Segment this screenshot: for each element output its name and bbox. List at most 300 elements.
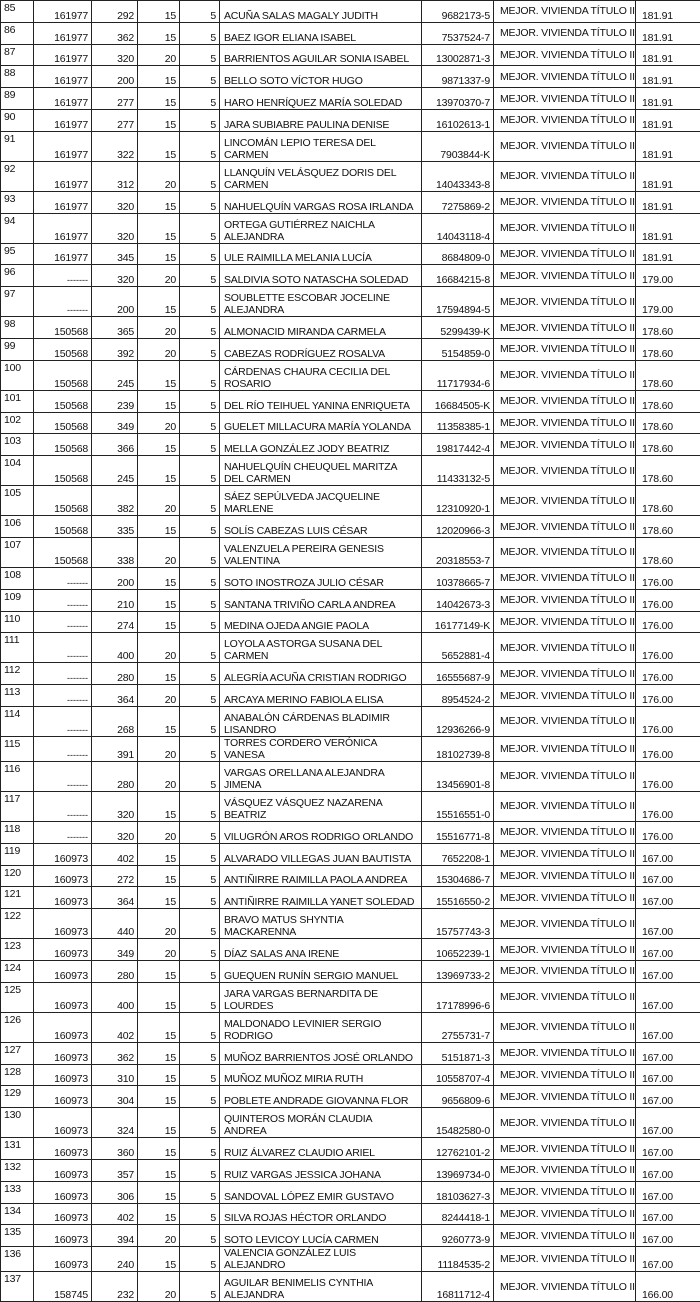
name-cell: CABEZAS RODRÍGUEZ ROSALVA (220, 338, 422, 360)
program-type-cell: MEJOR. VIVIENDA TÍTULO II (494, 109, 636, 131)
rut-cell: 8954524-2 (422, 685, 494, 707)
value-b-cell: 15 (138, 1247, 180, 1272)
rut-cell: 15304686-7 (422, 865, 494, 887)
code-cell: 161977 (34, 1, 92, 23)
name-cell: DEL RÍO TEIHUEL YANINA ENRIQUETA (220, 390, 422, 412)
value-b-cell: 15 (138, 213, 180, 243)
value-c-cell: 5 (180, 537, 220, 567)
value-a-cell: 402 (92, 843, 138, 865)
program-type-cell: MEJOR. VIVIENDA TÍTULO II (494, 317, 636, 339)
row-number-cell: 122 (1, 909, 34, 939)
score-cell: 167.00 (636, 1247, 700, 1272)
table-row (1, 1138, 700, 1160)
score-cell: 181.91 (636, 1, 700, 23)
table-row (1, 22, 700, 44)
program-type-cell: MEJOR. VIVIENDA TÍTULO II (494, 909, 636, 939)
row-number-cell: 103 (1, 434, 34, 456)
row-number-cell: 135 (1, 1225, 34, 1247)
program-type-cell: MEJOR. VIVIENDA TÍTULO II (494, 1108, 636, 1138)
score-cell: 176.00 (636, 611, 700, 633)
rut-cell: 12020966-3 (422, 516, 494, 538)
value-a-cell: 306 (92, 1181, 138, 1203)
name-cell: VÁSQUEZ VÁSQUEZ NAZARENA BEATRIZ (220, 791, 422, 821)
score-cell: 178.60 (636, 434, 700, 456)
score-cell: 181.91 (636, 109, 700, 131)
code-cell: 161977 (34, 22, 92, 44)
rut-cell: 10378665-7 (422, 567, 494, 589)
value-c-cell: 5 (180, 1042, 220, 1064)
row-number-cell: 115 (1, 736, 34, 761)
code-cell: 150568 (34, 456, 92, 486)
table-row (1, 865, 700, 887)
value-b-cell: 15 (138, 1012, 180, 1042)
score-cell: 167.00 (636, 1108, 700, 1138)
value-b-cell: 15 (138, 1108, 180, 1138)
score-cell: 181.91 (636, 243, 700, 265)
name-cell: GUELET MILLACURA MARÍA YOLANDA (220, 412, 422, 434)
name-cell: VARGAS ORELLANA ALEJANDRA JIMENA (220, 761, 422, 791)
row-number-cell: 107 (1, 537, 34, 567)
name-cell: BRAVO MATUS SHYNTIA MACKARENNA (220, 909, 422, 939)
code-cell: ------- (34, 663, 92, 685)
row-number-cell: 110 (1, 611, 34, 633)
program-type-cell: MEJOR. VIVIENDA TÍTULO II (494, 486, 636, 516)
table-row (1, 1108, 700, 1138)
table-body (1, 1, 700, 1302)
code-cell: 160973 (34, 1159, 92, 1181)
name-cell: SOUBLETTE ESCOBAR JOCELINE ALEJANDRA (220, 287, 422, 317)
code-cell: 160973 (34, 909, 92, 939)
table-row (1, 1225, 700, 1247)
value-b-cell: 20 (138, 633, 180, 663)
code-cell: 150568 (34, 412, 92, 434)
value-b-cell: 15 (138, 1064, 180, 1086)
row-number-cell: 136 (1, 1247, 34, 1272)
value-b-cell: 15 (138, 791, 180, 821)
code-cell: 160973 (34, 843, 92, 865)
rut-cell: 11358385-1 (422, 412, 494, 434)
value-a-cell: 364 (92, 887, 138, 909)
score-cell: 178.60 (636, 537, 700, 567)
value-b-cell: 20 (138, 338, 180, 360)
value-b-cell: 15 (138, 663, 180, 685)
value-c-cell: 5 (180, 213, 220, 243)
program-type-cell: MEJOR. VIVIENDA TÍTULO II (494, 736, 636, 761)
code-cell: 161977 (34, 44, 92, 66)
name-cell: ANTIÑIRRE RAIMILLA PAOLA ANDREA (220, 865, 422, 887)
value-b-cell: 20 (138, 685, 180, 707)
score-cell: 181.91 (636, 161, 700, 191)
value-b-cell: 15 (138, 887, 180, 909)
row-number-cell: 123 (1, 939, 34, 961)
rut-cell: 13002871-3 (422, 44, 494, 66)
value-c-cell: 5 (180, 589, 220, 611)
table-row (1, 338, 700, 360)
value-c-cell: 5 (180, 1225, 220, 1247)
table-row (1, 1159, 700, 1181)
table-row (1, 909, 700, 939)
rut-cell: 5652881-4 (422, 633, 494, 663)
value-a-cell: 345 (92, 243, 138, 265)
program-type-cell: MEJOR. VIVIENDA TÍTULO II (494, 88, 636, 110)
value-a-cell: 338 (92, 537, 138, 567)
score-cell: 181.91 (636, 131, 700, 161)
code-cell: 150568 (34, 390, 92, 412)
value-c-cell: 5 (180, 1012, 220, 1042)
code-cell: 160973 (34, 939, 92, 961)
score-cell: 178.60 (636, 412, 700, 434)
table-row (1, 456, 700, 486)
score-cell: 167.00 (636, 1138, 700, 1160)
program-type-cell: MEJOR. VIVIENDA TÍTULO II (494, 982, 636, 1012)
value-b-cell: 15 (138, 109, 180, 131)
rut-cell: 8684809-0 (422, 243, 494, 265)
row-number-cell: 127 (1, 1042, 34, 1064)
name-cell: QUINTEROS MORÁN CLAUDIA ANDREA (220, 1108, 422, 1138)
value-b-cell: 15 (138, 22, 180, 44)
value-c-cell: 5 (180, 1138, 220, 1160)
table-row (1, 88, 700, 110)
name-cell: ALEGRÍA ACUÑA CRISTIAN RODRIGO (220, 663, 422, 685)
value-a-cell: 366 (92, 434, 138, 456)
code-cell: 150568 (34, 537, 92, 567)
row-number-cell: 116 (1, 761, 34, 791)
name-cell: CÁRDENAS CHAURA CECILIA DEL ROSARIO (220, 360, 422, 390)
value-c-cell: 5 (180, 161, 220, 191)
rut-cell: 16811712-4 (422, 1272, 494, 1302)
value-b-cell: 20 (138, 537, 180, 567)
value-b-cell: 15 (138, 390, 180, 412)
value-c-cell: 5 (180, 791, 220, 821)
name-cell: BELLO SOTO VÍCTOR HUGO (220, 66, 422, 88)
value-c-cell: 5 (180, 663, 220, 685)
value-b-cell: 15 (138, 706, 180, 736)
program-type-cell: MEJOR. VIVIENDA TÍTULO II (494, 1042, 636, 1064)
rut-cell: 13969734-0 (422, 1159, 494, 1181)
value-a-cell: 320 (92, 44, 138, 66)
value-c-cell: 5 (180, 131, 220, 161)
name-cell: BAEZ IGOR ELIANA ISABEL (220, 22, 422, 44)
score-cell: 179.00 (636, 287, 700, 317)
rut-cell: 17178996-6 (422, 982, 494, 1012)
value-b-cell: 15 (138, 1159, 180, 1181)
code-cell: 160973 (34, 1086, 92, 1108)
code-cell: ------- (34, 736, 92, 761)
rut-cell: 15516771-8 (422, 821, 494, 843)
value-b-cell: 15 (138, 611, 180, 633)
program-type-cell: MEJOR. VIVIENDA TÍTULO II (494, 706, 636, 736)
value-a-cell: 365 (92, 317, 138, 339)
rut-cell: 8244418-1 (422, 1203, 494, 1225)
score-cell: 176.00 (636, 736, 700, 761)
table-row (1, 44, 700, 66)
program-type-cell: MEJOR. VIVIENDA TÍTULO II (494, 243, 636, 265)
row-number-cell: 111 (1, 633, 34, 663)
program-type-cell: MEJOR. VIVIENDA TÍTULO II (494, 1247, 636, 1272)
rut-cell: 14043343-8 (422, 161, 494, 191)
rut-cell: 7537524-7 (422, 22, 494, 44)
code-cell: ------- (34, 589, 92, 611)
score-cell: 167.00 (636, 960, 700, 982)
value-c-cell: 5 (180, 516, 220, 538)
value-a-cell: 440 (92, 909, 138, 939)
value-c-cell: 5 (180, 22, 220, 44)
value-a-cell: 402 (92, 1203, 138, 1225)
program-type-cell: MEJOR. VIVIENDA TÍTULO II (494, 360, 636, 390)
table-row (1, 537, 700, 567)
value-a-cell: 392 (92, 338, 138, 360)
score-cell: 176.00 (636, 567, 700, 589)
row-number-cell: 92 (1, 161, 34, 191)
code-cell: ------- (34, 761, 92, 791)
value-a-cell: 280 (92, 761, 138, 791)
value-c-cell: 5 (180, 1, 220, 23)
rut-cell: 13456901-8 (422, 761, 494, 791)
value-a-cell: 268 (92, 706, 138, 736)
table-row (1, 1064, 700, 1086)
table-row (1, 736, 700, 761)
code-cell: 160973 (34, 865, 92, 887)
value-a-cell: 322 (92, 131, 138, 161)
table-row (1, 685, 700, 707)
value-a-cell: 277 (92, 88, 138, 110)
table-row (1, 1181, 700, 1203)
code-cell: 160973 (34, 1203, 92, 1225)
row-number-cell: 91 (1, 131, 34, 161)
table-row (1, 191, 700, 213)
value-a-cell: 277 (92, 109, 138, 131)
score-cell: 167.00 (636, 887, 700, 909)
value-a-cell: 335 (92, 516, 138, 538)
value-c-cell: 5 (180, 390, 220, 412)
value-c-cell: 5 (180, 960, 220, 982)
code-cell: 160973 (34, 982, 92, 1012)
score-cell: 181.91 (636, 22, 700, 44)
program-type-cell: MEJOR. VIVIENDA TÍTULO II (494, 939, 636, 961)
table-row (1, 663, 700, 685)
name-cell: SÁEZ SEPÚLVEDA JACQUELINE MARLENE (220, 486, 422, 516)
value-a-cell: 310 (92, 1064, 138, 1086)
row-number-cell: 89 (1, 88, 34, 110)
code-cell: 158745 (34, 1272, 92, 1302)
value-b-cell: 15 (138, 434, 180, 456)
name-cell: ANTIÑIRRE RAIMILLA YANET SOLEDAD (220, 887, 422, 909)
table-row (1, 1012, 700, 1042)
name-cell: MEDINA OJEDA ANGIE PAOLA (220, 611, 422, 633)
table-row (1, 360, 700, 390)
code-cell: 161977 (34, 109, 92, 131)
table-row (1, 1042, 700, 1064)
code-cell: 160973 (34, 1064, 92, 1086)
value-a-cell: 240 (92, 1247, 138, 1272)
program-type-cell: MEJOR. VIVIENDA TÍTULO II (494, 887, 636, 909)
value-c-cell: 5 (180, 909, 220, 939)
value-b-cell: 20 (138, 44, 180, 66)
name-cell: RUIZ ÁLVAREZ CLAUDIO ARIEL (220, 1138, 422, 1160)
rut-cell: 2755731-7 (422, 1012, 494, 1042)
value-b-cell: 15 (138, 88, 180, 110)
name-cell: LOYOLA ASTORGA SUSANA DEL CARMEN (220, 633, 422, 663)
program-type-cell: MEJOR. VIVIENDA TÍTULO II (494, 434, 636, 456)
value-a-cell: 320 (92, 791, 138, 821)
value-a-cell: 292 (92, 1, 138, 23)
rut-cell: 15757743-3 (422, 909, 494, 939)
program-type-cell: MEJOR. VIVIENDA TÍTULO II (494, 1086, 636, 1108)
row-number-cell: 133 (1, 1181, 34, 1203)
table-row (1, 939, 700, 961)
code-cell: 161977 (34, 131, 92, 161)
score-cell: 167.00 (636, 982, 700, 1012)
value-a-cell: 280 (92, 960, 138, 982)
score-cell: 167.00 (636, 865, 700, 887)
name-cell: ULE RAIMILLA MELANIA LUCÍA (220, 243, 422, 265)
rut-cell: 20318553-7 (422, 537, 494, 567)
rut-cell: 13970370-7 (422, 88, 494, 110)
code-cell: ------- (34, 287, 92, 317)
program-type-cell: MEJOR. VIVIENDA TÍTULO II (494, 1012, 636, 1042)
value-c-cell: 5 (180, 1086, 220, 1108)
row-number-cell: 124 (1, 960, 34, 982)
value-c-cell: 5 (180, 1272, 220, 1302)
code-cell: ------- (34, 611, 92, 633)
row-number-cell: 117 (1, 791, 34, 821)
row-number-cell: 98 (1, 317, 34, 339)
program-type-cell: MEJOR. VIVIENDA TÍTULO II (494, 390, 636, 412)
table-row (1, 633, 700, 663)
value-a-cell: 245 (92, 360, 138, 390)
name-cell: ALVARADO VILLEGAS JUAN BAUTISTA (220, 843, 422, 865)
value-c-cell: 5 (180, 360, 220, 390)
value-b-cell: 20 (138, 1272, 180, 1302)
table-row (1, 1272, 700, 1302)
program-type-cell: MEJOR. VIVIENDA TÍTULO II (494, 633, 636, 663)
program-type-cell: MEJOR. VIVIENDA TÍTULO II (494, 589, 636, 611)
code-cell: 161977 (34, 213, 92, 243)
score-cell: 167.00 (636, 1225, 700, 1247)
score-cell: 167.00 (636, 939, 700, 961)
name-cell: ANABALÓN CÁRDENAS BLADIMIR LISANDRO (220, 706, 422, 736)
rut-cell: 17594894-5 (422, 287, 494, 317)
score-cell: 176.00 (636, 663, 700, 685)
value-c-cell: 5 (180, 1159, 220, 1181)
rut-cell: 15516550-2 (422, 887, 494, 909)
code-cell: 150568 (34, 317, 92, 339)
row-number-cell: 128 (1, 1064, 34, 1086)
value-c-cell: 5 (180, 1203, 220, 1225)
score-cell: 181.91 (636, 88, 700, 110)
name-cell: MALDONADO LEVINIER SERGIO RODRIGO (220, 1012, 422, 1042)
program-type-cell: MEJOR. VIVIENDA TÍTULO II (494, 821, 636, 843)
rut-cell: 7652208-1 (422, 843, 494, 865)
name-cell: HARO HENRÍQUEZ MARÍA SOLEDAD (220, 88, 422, 110)
value-c-cell: 5 (180, 633, 220, 663)
score-cell: 178.60 (636, 516, 700, 538)
row-number-cell: 97 (1, 287, 34, 317)
code-cell: 161977 (34, 161, 92, 191)
value-a-cell: 320 (92, 213, 138, 243)
value-c-cell: 5 (180, 486, 220, 516)
score-cell: 178.60 (636, 390, 700, 412)
score-cell: 176.00 (636, 791, 700, 821)
value-c-cell: 5 (180, 865, 220, 887)
name-cell: MUÑOZ BARRIENTOS JOSÉ ORLANDO (220, 1042, 422, 1064)
value-a-cell: 324 (92, 1108, 138, 1138)
value-c-cell: 5 (180, 1064, 220, 1086)
program-type-cell: MEJOR. VIVIENDA TÍTULO II (494, 1064, 636, 1086)
rut-cell: 16102613-1 (422, 109, 494, 131)
code-cell: ------- (34, 821, 92, 843)
value-b-cell: 20 (138, 161, 180, 191)
value-b-cell: 15 (138, 1042, 180, 1064)
table-row (1, 317, 700, 339)
value-b-cell: 20 (138, 939, 180, 961)
value-b-cell: 15 (138, 287, 180, 317)
value-a-cell: 280 (92, 663, 138, 685)
value-b-cell: 20 (138, 412, 180, 434)
score-cell: 167.00 (636, 1181, 700, 1203)
name-cell: VILUGRÓN AROS RODRIGO ORLANDO (220, 821, 422, 843)
table-row (1, 761, 700, 791)
table-row (1, 265, 700, 287)
value-a-cell: 402 (92, 1012, 138, 1042)
name-cell: LLANQUÍN VELÁSQUEZ DORIS DEL CARMEN (220, 161, 422, 191)
rut-cell: 11433132-5 (422, 456, 494, 486)
table-row (1, 287, 700, 317)
program-type-cell: MEJOR. VIVIENDA TÍTULO II (494, 843, 636, 865)
row-number-cell: 132 (1, 1159, 34, 1181)
program-type-cell: MEJOR. VIVIENDA TÍTULO II (494, 761, 636, 791)
row-number-cell: 94 (1, 213, 34, 243)
name-cell: DÍAZ SALAS ANA IRENE (220, 939, 422, 961)
row-number-cell: 130 (1, 1108, 34, 1138)
value-c-cell: 5 (180, 265, 220, 287)
rut-cell: 11717934-6 (422, 360, 494, 390)
code-cell: 150568 (34, 360, 92, 390)
value-c-cell: 5 (180, 761, 220, 791)
program-type-cell: MEJOR. VIVIENDA TÍTULO II (494, 44, 636, 66)
value-a-cell: 304 (92, 1086, 138, 1108)
value-b-cell: 15 (138, 960, 180, 982)
program-type-cell: MEJOR. VIVIENDA TÍTULO II (494, 960, 636, 982)
table-row (1, 791, 700, 821)
row-number-cell: 129 (1, 1086, 34, 1108)
value-c-cell: 5 (180, 109, 220, 131)
value-c-cell: 5 (180, 982, 220, 1012)
program-type-cell: MEJOR. VIVIENDA TÍTULO II (494, 338, 636, 360)
score-cell: 178.60 (636, 456, 700, 486)
rut-cell: 16684505-K (422, 390, 494, 412)
table-row (1, 434, 700, 456)
table-row (1, 390, 700, 412)
code-cell: 160973 (34, 960, 92, 982)
value-c-cell: 5 (180, 1181, 220, 1203)
value-b-cell: 15 (138, 1138, 180, 1160)
table-row (1, 611, 700, 633)
table-row (1, 960, 700, 982)
score-cell: 176.00 (636, 706, 700, 736)
value-c-cell: 5 (180, 843, 220, 865)
score-cell: 166.00 (636, 1272, 700, 1302)
code-cell: 160973 (34, 1225, 92, 1247)
rut-cell: 5299439-K (422, 317, 494, 339)
value-a-cell: 312 (92, 161, 138, 191)
name-cell: SOTO INOSTROZA JULIO CÉSAR (220, 567, 422, 589)
name-cell: SOLÍS CABEZAS LUIS CÉSAR (220, 516, 422, 538)
program-type-cell: MEJOR. VIVIENDA TÍTULO II (494, 1272, 636, 1302)
table-row (1, 213, 700, 243)
row-number-cell: 113 (1, 685, 34, 707)
name-cell: SOTO LEVICOY LUCÍA CARMEN (220, 1225, 422, 1247)
